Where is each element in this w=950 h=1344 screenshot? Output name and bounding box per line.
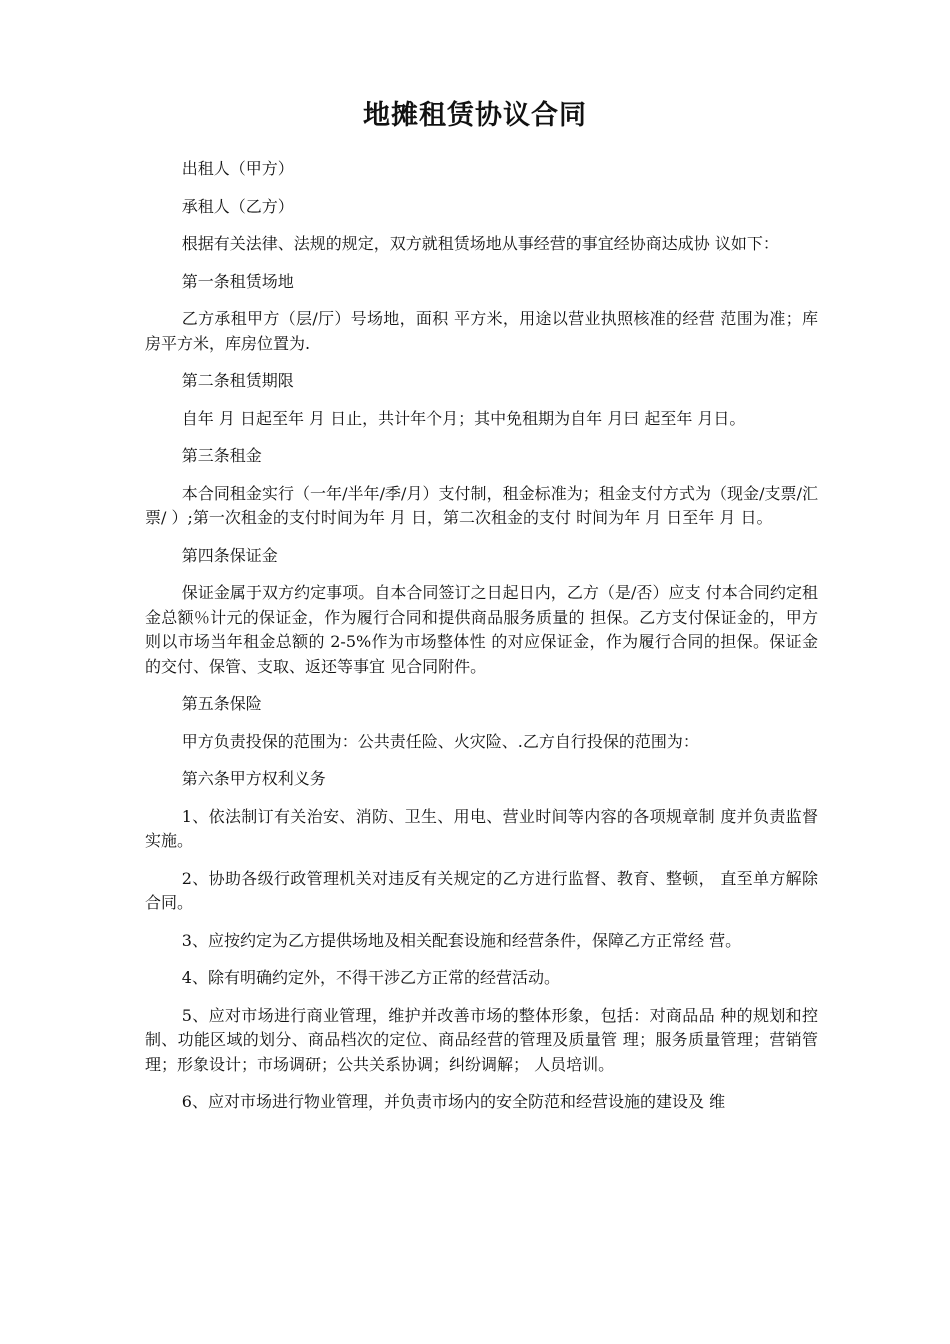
party-b-line: 承租人（乙方） — [181, 196, 294, 216]
party-a-line: 出租人（甲方） — [181, 159, 294, 178]
article-6-item-3: 3、应按约定为乙方提供场地及相关配套设施和经营条件，保障乙方正常经 营。 — [181, 930, 742, 950]
article-6-item-6: 6、应对市场进行物业管理，并负责市场内的安全防范和经营设施的建设及 维 — [181, 1092, 726, 1111]
article-6-item-4: 4、除有明确约定外，不得干涉乙方正常的经营活动。 — [181, 968, 560, 987]
article-6-item-1: 1、依法制订有关治安、消防、卫生、用电、营业时间等内容的各项规章制 度并负责监督实施。 — [145, 806, 818, 850]
article-3-heading: 第三条租金 — [181, 446, 262, 465]
article-6-heading: 第六条甲方权利义务 — [181, 769, 326, 788]
preamble-paragraph: 根据有关法律、法规的规定，双方就租赁场地从事经营的事宜经协商达成协 议如下： — [181, 234, 779, 253]
article-1-body: 乙方承租甲方（层/厅）号场地，面积 平方米，用途以营业执照核准的经营 范围为准；库房平方米，库房位置为. — [145, 309, 818, 353]
article-4-heading: 第四条保证金 — [181, 545, 278, 565]
article-6-item-5: 5、应对市场进行商业管理，维护并改善市场的整体形象，包括：对商品品 种的规划和控制、功能区域的划分、商品档次的定位、商品经营的管理及质量管 理；服务质量管理；营销管理；形象设计；市场调研；公共关系协调；纠纷调解； 人员培训。 — [145, 1005, 818, 1074]
article-5-heading: 第五条保险 — [181, 694, 262, 713]
article-4-body: 保证金属于双方约定事项。自本合同签订之日起日内，乙方（是/否）应支 付本合同约定租金总额％计元的保证金，作为履行合同和提供商品服务质量的 担保。乙方支付保证金的，甲方则以市场当年租金总额的 2-5%作为市场整体性 的对应保证金，作为履行合同的担保。保证金的交付、保管、支取、返还等事宜 见合同附件。 — [145, 583, 818, 676]
article-3-body: 本合同租金实行（一年/半年/季/月）支付制，租金标准为；租金支付方式为（现金/支票/汇票/ ）;第一次租金的支付时间为年 月 日，第二次租金的支付 时间为年 月 日至年 月 日。 — [145, 483, 818, 527]
article-2-body: 自年 月 日起至年 月 日止，共计年个月；其中免租期为自年 月曰 起至年 月日。 — [181, 408, 746, 428]
article-6-item-2: 2、协助各级行政管理机关对违反有关规定的乙方进行监督、教育、整顿， 直至单方解除合同。 — [145, 868, 818, 912]
document-body — [145, 157, 818, 1128]
article-5-body: 甲方负责投保的范围为：公共责任险、火灾险、.乙方自行投保的范围为： — [181, 731, 699, 751]
article-2-heading: 第二条租赁期限 — [181, 371, 294, 390]
document-title: 地摊租赁协议合同 — [363, 100, 587, 131]
article-1-heading: 第一条租赁场地 — [181, 271, 294, 291]
